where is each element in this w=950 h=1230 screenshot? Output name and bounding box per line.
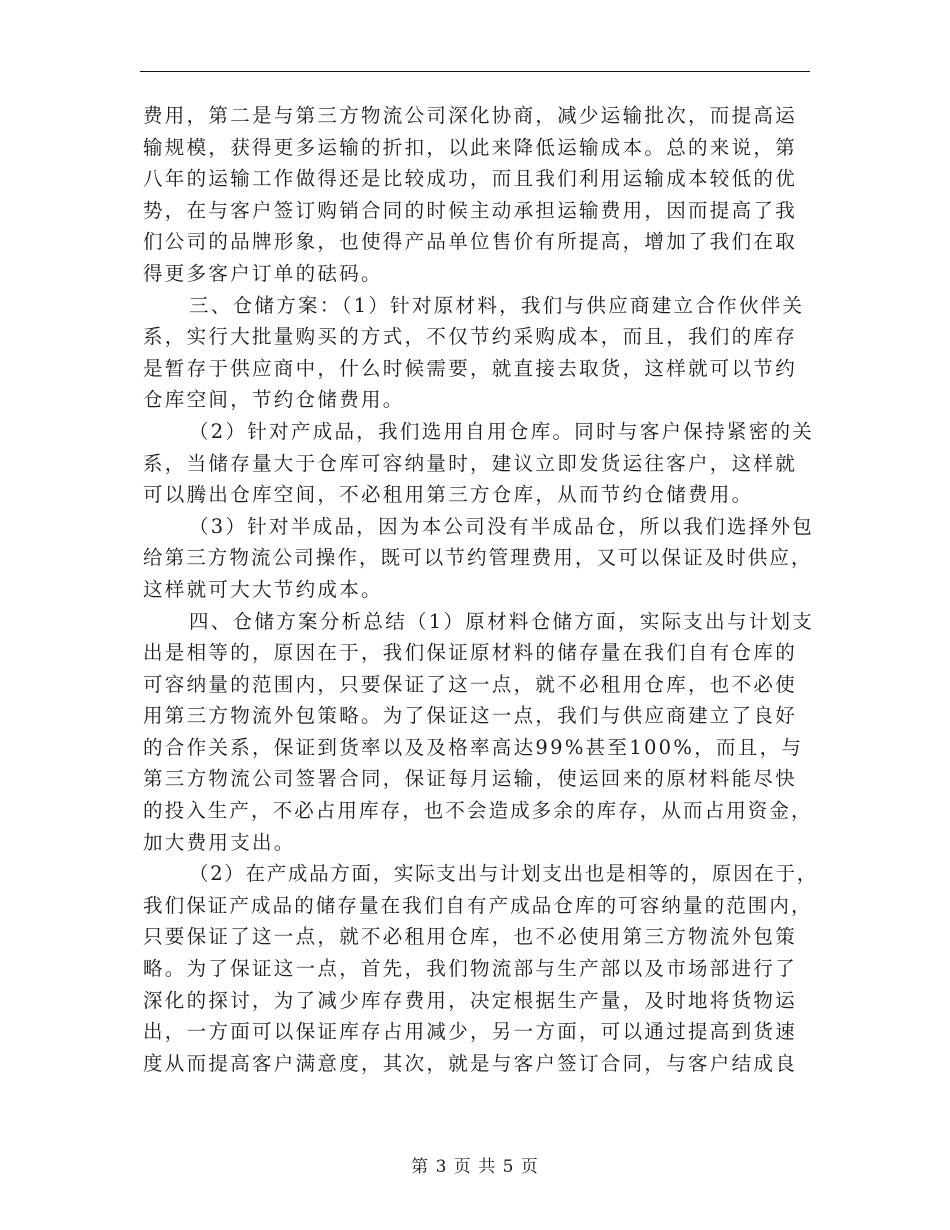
text-line: 深化的探讨，为了减少库存费用，决定根据生产量，及时地将货物运 [143,988,798,1012]
text-line: 用第三方物流外包策略。为了保证这一点，我们与供应商建立了良好 [143,704,798,728]
text-line: 可以腾出仓库空间，不必租用第三方仓库，从而节约仓储费用。 [143,483,754,507]
header-rule [140,71,810,72]
text-line: 得更多客户订单的砝码。 [143,261,383,285]
text-line: 们公司的品牌形象，也使得产品单位售价有所提高，增加了我们在取 [143,230,798,254]
text-line: 度从而提高客户满意度，其次，就是与客户签订合同，与客户结成良 [143,1051,798,1075]
text-line: 输规模，获得更多运输的折扣，以此来降低运输成本。总的来说，第 [143,135,798,159]
text-line: 的合作关系，保证到货率以及及格率高达99%甚至100%，而且，与 [143,735,804,759]
text-line: 势，在与客户签订购销合同的时候主动承担运输费用，因而提高了我 [143,198,798,222]
text-line: 这样就可大大节约成本。 [143,577,383,601]
paragraph-first-line: （2）针对产成品，我们选用自用仓库。同时与客户保持紧密的关 [189,419,815,443]
text-line: 只要保证了这一点，就不必租用仓库，也不必使用第三方物流外包策 [143,925,798,949]
text-line: 八年的运输工作做得还是比较成功，而且我们利用运输成本较低的优 [143,167,798,191]
text-line: 出，一方面可以保证库存占用减少，另一方面，可以通过提高到货速 [143,1020,798,1044]
paragraph-first-line: 四、仓储方案分析总结（1）原材料仓储方面，实际支出与计划支 [189,609,815,633]
text-line: 系，当储存量大于仓库可容纳量时，建议立即发货运往客户，这样就 [143,451,798,475]
text-line: 费用，第二是与第三方物流公司深化协商，减少运输批次，而提高运 [143,104,798,127]
text-line: 仓库空间，节约仓储费用。 [143,388,405,412]
document-body [143,100,818,1079]
paragraph-first-line: （3）针对半成品，因为本公司没有半成品仓，所以我们选择外包 [189,514,815,538]
text-line: 是暂存于供应商中，什么时候需要，就直接去取货，这样就可以节约 [143,356,798,380]
text-line: 我们保证产成品的储存量在我们自有产成品仓库的可容纳量的范围内， [143,893,813,917]
text-line: 出是相等的，原因在于，我们保证原材料的储存量在我们自有仓库的 [143,641,798,665]
text-line: 加大费用支出。 [143,830,296,854]
page-footer: 第 3 页 共 5 页 [411,1157,539,1177]
text-line: 的投入生产，不必占用库存，也不会造成多余的库存，从而占用资金， [143,799,813,823]
paragraph-first-line: （2）在产成品方面，实际支出与计划支出也是相等的，原因在于， [189,862,818,886]
text-line: 第三方物流公司签署合同，保证每月运输，使运回来的原材料能尽快 [143,767,798,791]
text-line: 可容纳量的范围内，只要保证了这一点，就不必租用仓库，也不必使 [143,672,798,696]
text-line: 系，实行大批量购买的方式，不仅节约采购成本，而且，我们的库存 [143,325,798,349]
text-line: 略。为了保证这一点，首先，我们物流部与生产部以及市场部进行了 [143,957,798,981]
text-line: 给第三方物流公司操作，既可以节约管理费用，又可以保证及时供应， [143,546,813,570]
paragraph-first-line: 三、仓储方案：（1）针对原材料，我们与供应商建立合作伙伴关 [189,293,805,317]
